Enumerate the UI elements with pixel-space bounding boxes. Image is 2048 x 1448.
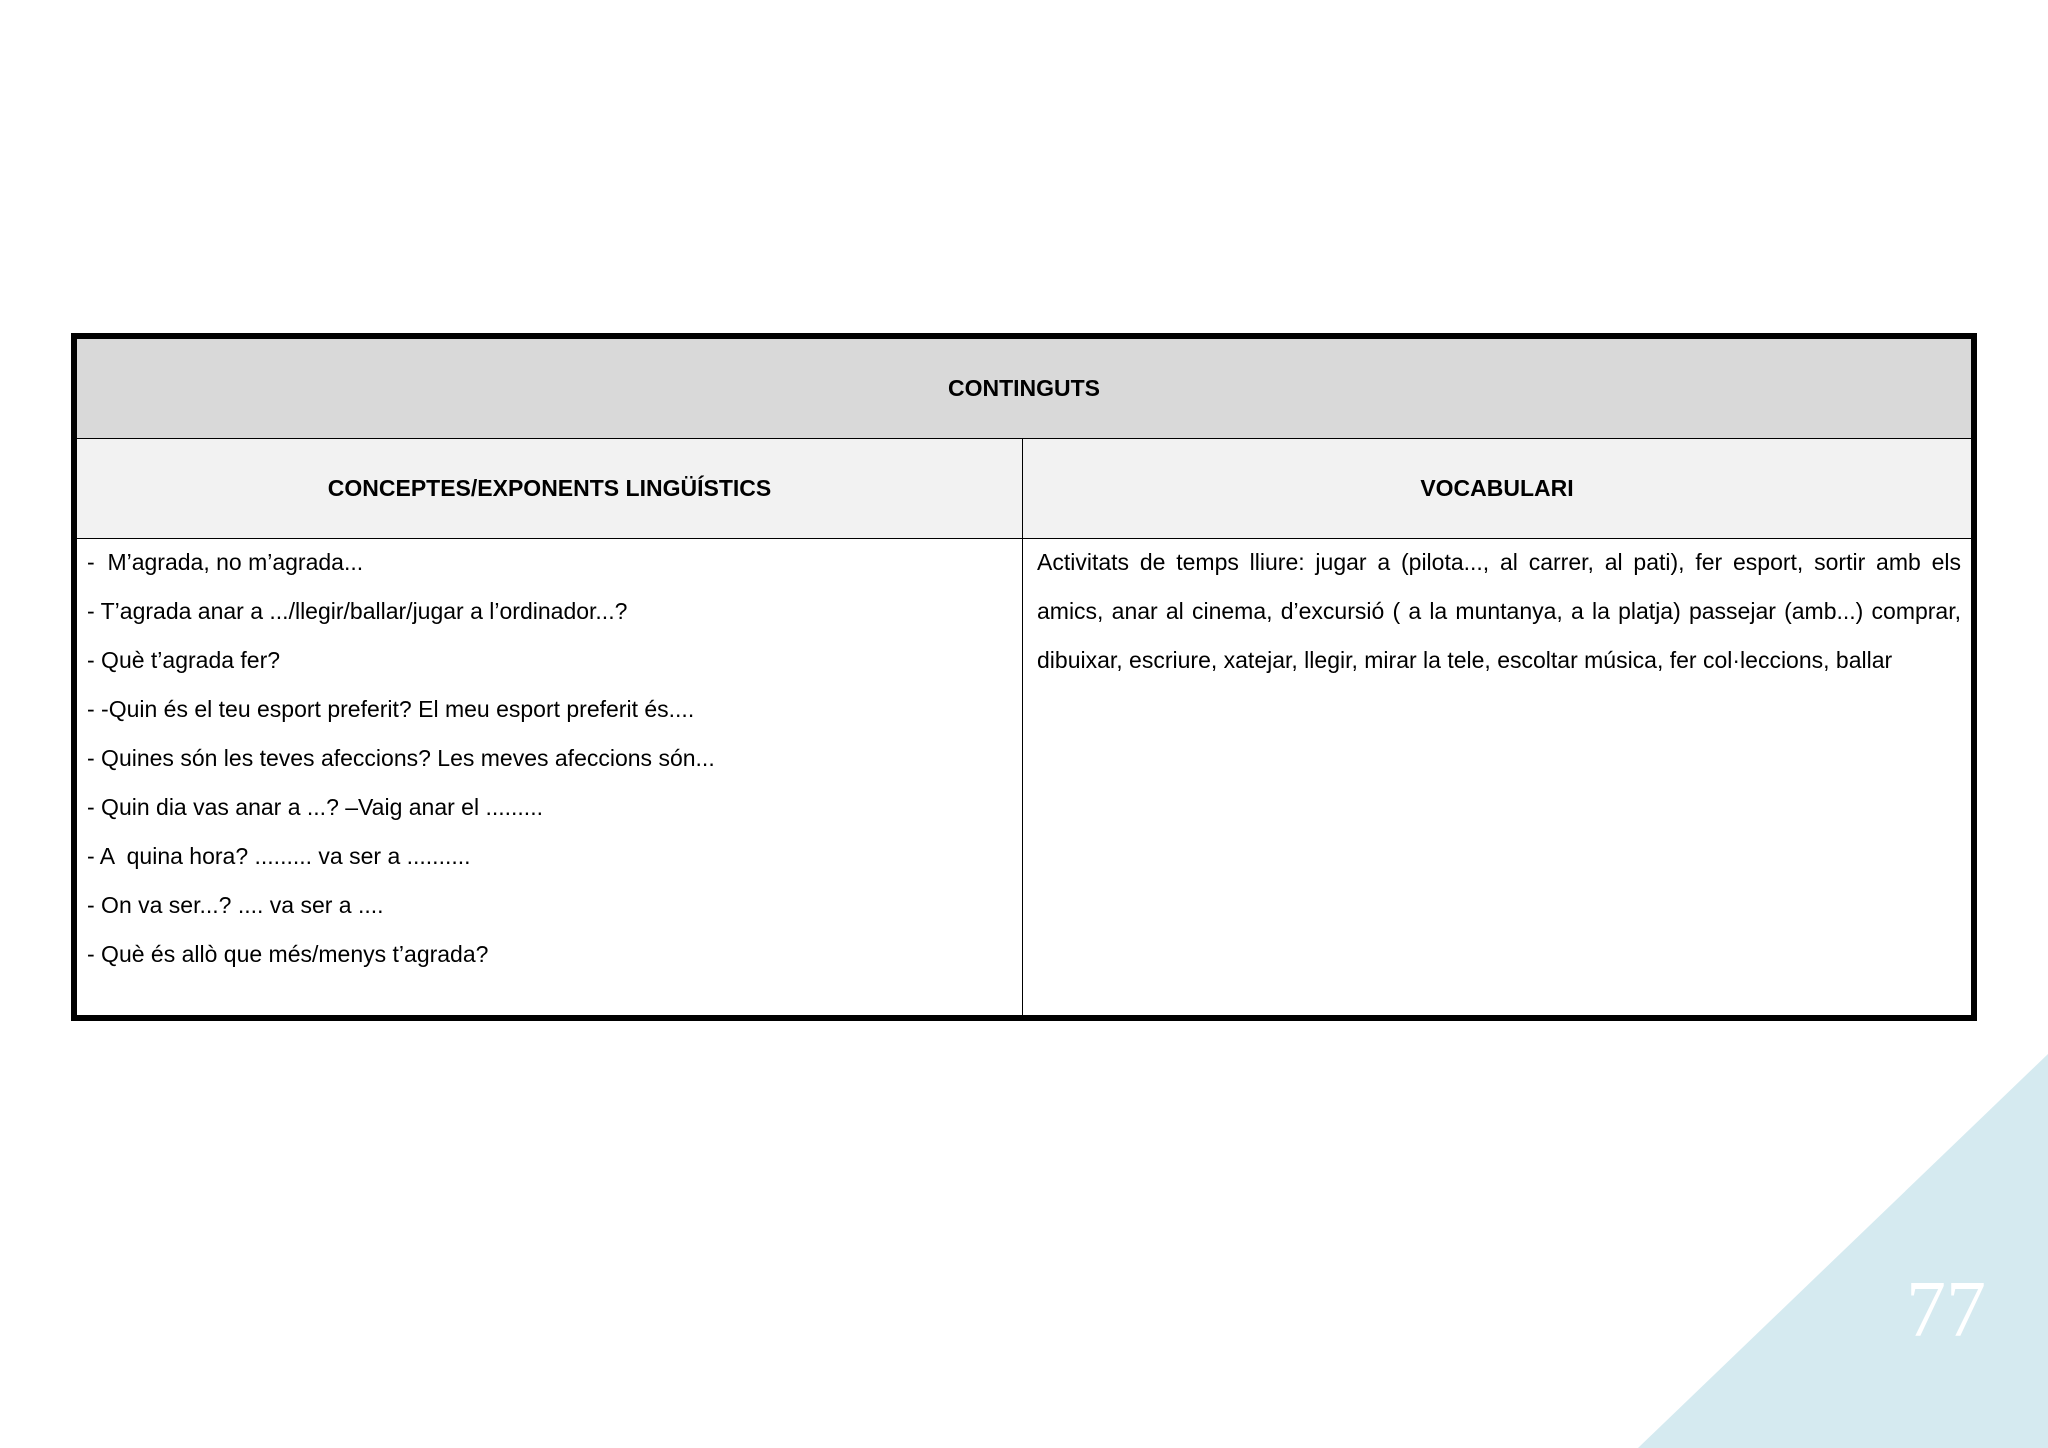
vocabulary-cell [1023,539,1971,1015]
contents-table [71,333,1977,1021]
concept-line: - A quina hora? ......... va ser a .......... [87,843,471,869]
left-column-header: CONCEPTES/EXPONENTS LINGÜÍSTICS [77,439,1023,539]
concepts-cell [77,539,1023,1015]
concept-line: - Quines són les teves afeccions? Les meves afeccions són... [87,745,715,771]
concept-line: - M’agrada, no m’agrada... [87,549,364,575]
concept-line: - Quin dia vas anar a ...? –Vaig anar el ......... [87,794,543,820]
table-title: CONTINGUTS [77,339,1971,439]
corner-triangle [1638,1054,2048,1448]
concept-line: - T’agrada anar a .../llegir/ballar/jugar a l’ordinador...? [87,598,628,624]
right-column-header: VOCABULARI [1023,439,1971,539]
concept-line: - Què t’agrada fer? [87,647,281,673]
concept-line: - -Quin és el teu esport preferit? El meu esport preferit és.... [87,696,695,722]
concept-line: - Què és allò que més/menys t’agrada? [87,941,489,967]
page-number: 77 [1906,1266,1986,1354]
concept-line: - On va ser...? .... va ser a .... [87,892,384,918]
vocabulary-text: Activitats de temps lliure: jugar a (pilota..., al carrer, al pati), fer esport, sortir amb els amics, anar al cinema, d’excursió ( a la muntanya, a la platja) passejar (amb...) comprar, dibuixar, escriure, xatejar, llegir, mirar la tele, escoltar música, fer col·leccions, ballar [1037,549,1961,673]
